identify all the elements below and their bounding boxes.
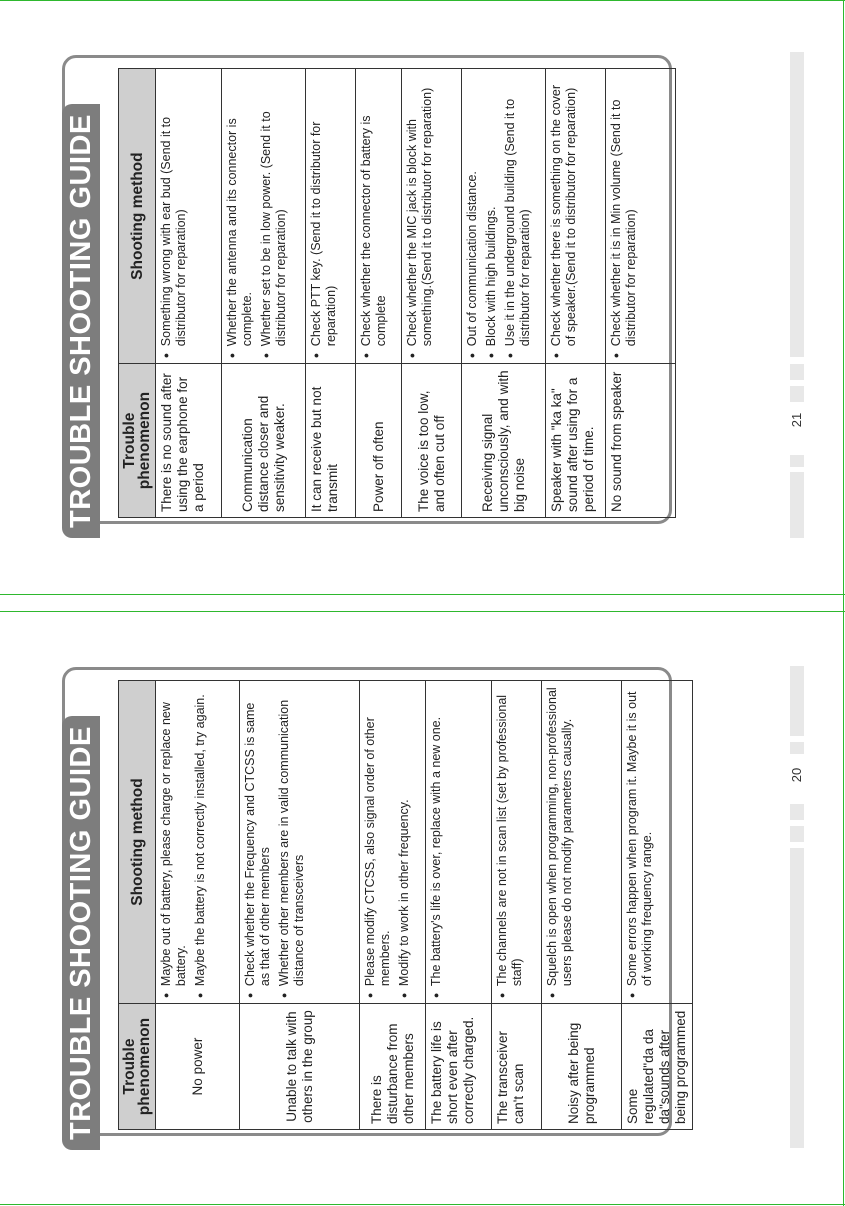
table-row [606, 69, 676, 518]
table-row [462, 69, 546, 518]
method-cell [156, 681, 240, 1004]
phenomenon-cell: The voice is too low, and often cut off [402, 364, 462, 518]
method-item: ● Maybe the battery is not correctly installed, try again. [193, 686, 208, 998]
column-header-phenomenon: Trouble phenomenon [119, 1004, 156, 1130]
method-cell [606, 69, 676, 364]
method-cell [356, 69, 402, 364]
phenomenon-cell: The transceiver can't scan [492, 1004, 542, 1130]
method-item: ● Check whether it is in Min volume (Send it to distributor for reparation) [609, 74, 639, 358]
page-divider-1 [0, 594, 845, 595]
method-cell [156, 69, 222, 364]
phenomenon-cell: Power off often [356, 364, 402, 518]
trouble-table [118, 68, 676, 518]
method-cell [542, 681, 622, 1004]
phenomenon-cell: Communication distance closer and sensitivity weaker. [222, 364, 306, 518]
method-item: ● Maybe out of battery, please charge or replace new battery. [159, 686, 189, 998]
method-item: ● Whether the antenna and its connector is complete. [225, 74, 255, 358]
method-cell [492, 681, 542, 1004]
method-cell [360, 681, 426, 1004]
deco-strip [790, 826, 804, 842]
page-number: 21 [789, 412, 804, 428]
deco-strip [790, 666, 804, 736]
table-row [492, 681, 542, 1130]
deco-strip [790, 742, 804, 754]
method-cell [222, 69, 306, 364]
page-edge-top [0, 0, 845, 1]
method-item: ● Check whether there is something on the cover of speaker.(Send it to distributor for reparation) [549, 74, 579, 358]
method-cell [462, 69, 546, 364]
page-21 [62, 54, 674, 538]
method-item: ● Whether other members are in valid communication distance of transceivers [277, 686, 307, 998]
method-item: ● Some errors happen when program it. Maybe it is out of working frequency range. [625, 686, 655, 998]
method-cell [426, 681, 492, 1004]
page-edge-right [843, 0, 844, 1206]
table-row [402, 69, 462, 518]
deco-strip [790, 52, 804, 357]
column-header-phenomenon: Trouble phenomenon [119, 364, 156, 518]
table-row [622, 681, 693, 1130]
trouble-table [118, 680, 693, 1130]
method-item: ● Block with high buildings. [484, 74, 499, 358]
method-cell [546, 69, 606, 364]
method-item: ● Check whether the Frequency and CTCSS is same as that of other members [243, 686, 273, 998]
table-row [156, 69, 222, 518]
method-item: ● Out of communication distance. [465, 74, 480, 358]
method-cell [402, 69, 462, 364]
method-item: ● The channels are not in scan list (set by professional staff) [495, 686, 525, 998]
method-cell [306, 69, 356, 364]
method-item: ● Please modify CTCSS, also signal order of other members. [363, 686, 393, 998]
phenomenon-cell: No sound from speaker [606, 364, 676, 518]
phenomenon-cell: Speaker with "ka ka" sound after using for a period of time. [546, 364, 606, 518]
table-row [222, 69, 306, 518]
table-row [426, 681, 492, 1130]
table-row [156, 681, 240, 1130]
phenomenon-cell: There is no sound after using the earphone for a period [156, 364, 222, 518]
method-cell [622, 681, 693, 1004]
method-item: ● Squelch is open when programming, non-professional users please do not modify parameters causally. [545, 686, 575, 998]
page-number: 20 [789, 767, 804, 783]
method-cell [240, 681, 360, 1004]
phenomenon-cell: Noisy after being programmed [542, 1004, 622, 1130]
method-item: ● Modify to work in other frequency. [397, 686, 412, 998]
column-header-method: Shooting method [119, 681, 156, 1004]
table-row [542, 681, 622, 1130]
page-divider-2 [0, 611, 845, 612]
method-item: ● Check PTT key. (Send it to distributor for reparation) [309, 74, 339, 358]
phenomenon-cell: Some regulated"da da da"sounds after being programmed [622, 1004, 693, 1130]
method-item: ● Whether set to be in low power. (Send it to distributor for reparation) [259, 74, 289, 358]
phenomenon-cell: There is disturbance from other members [360, 1004, 426, 1130]
deco-strip [790, 472, 804, 538]
section-title: TROUBLE SHOOTING GUIDE [62, 104, 100, 538]
method-item: ● The battery's life is over, replace with a new one. [429, 686, 444, 998]
table-row [360, 681, 426, 1130]
method-item: ● Use it in the underground building (Send it to distributor for reparation) [503, 74, 533, 358]
page-20 [62, 666, 688, 1150]
method-item: ● Check whether the connector of battery is complete [359, 74, 389, 358]
phenomenon-cell: No power [156, 1004, 240, 1130]
deco-strip [790, 455, 804, 467]
phenomenon-cell: It can receive but not transmit [306, 364, 356, 518]
deco-strip [790, 364, 804, 380]
phenomenon-cell: Receiving signal unconsciously, and with big noise [462, 364, 546, 518]
method-item: ● Something wrong with ear bud (Send it to distributor for reparation) [159, 74, 189, 358]
table-row [240, 681, 360, 1130]
table-row [356, 69, 402, 518]
phenomenon-cell: The battery life is short even after correctly charged. [426, 1004, 492, 1130]
table-row [306, 69, 356, 518]
page-edge-bottom [0, 1204, 845, 1205]
phenomenon-cell: Unable to talk with others in the group [240, 1004, 360, 1130]
method-item: ● Check whether the MIC jack is block with something.(Send it to distributor for reparation) [405, 74, 435, 358]
deco-strip [790, 848, 804, 1148]
column-header-method: Shooting method [119, 69, 156, 364]
section-title: TROUBLE SHOOTING GUIDE [62, 716, 100, 1150]
table-row [546, 69, 606, 518]
deco-strip [790, 804, 804, 820]
